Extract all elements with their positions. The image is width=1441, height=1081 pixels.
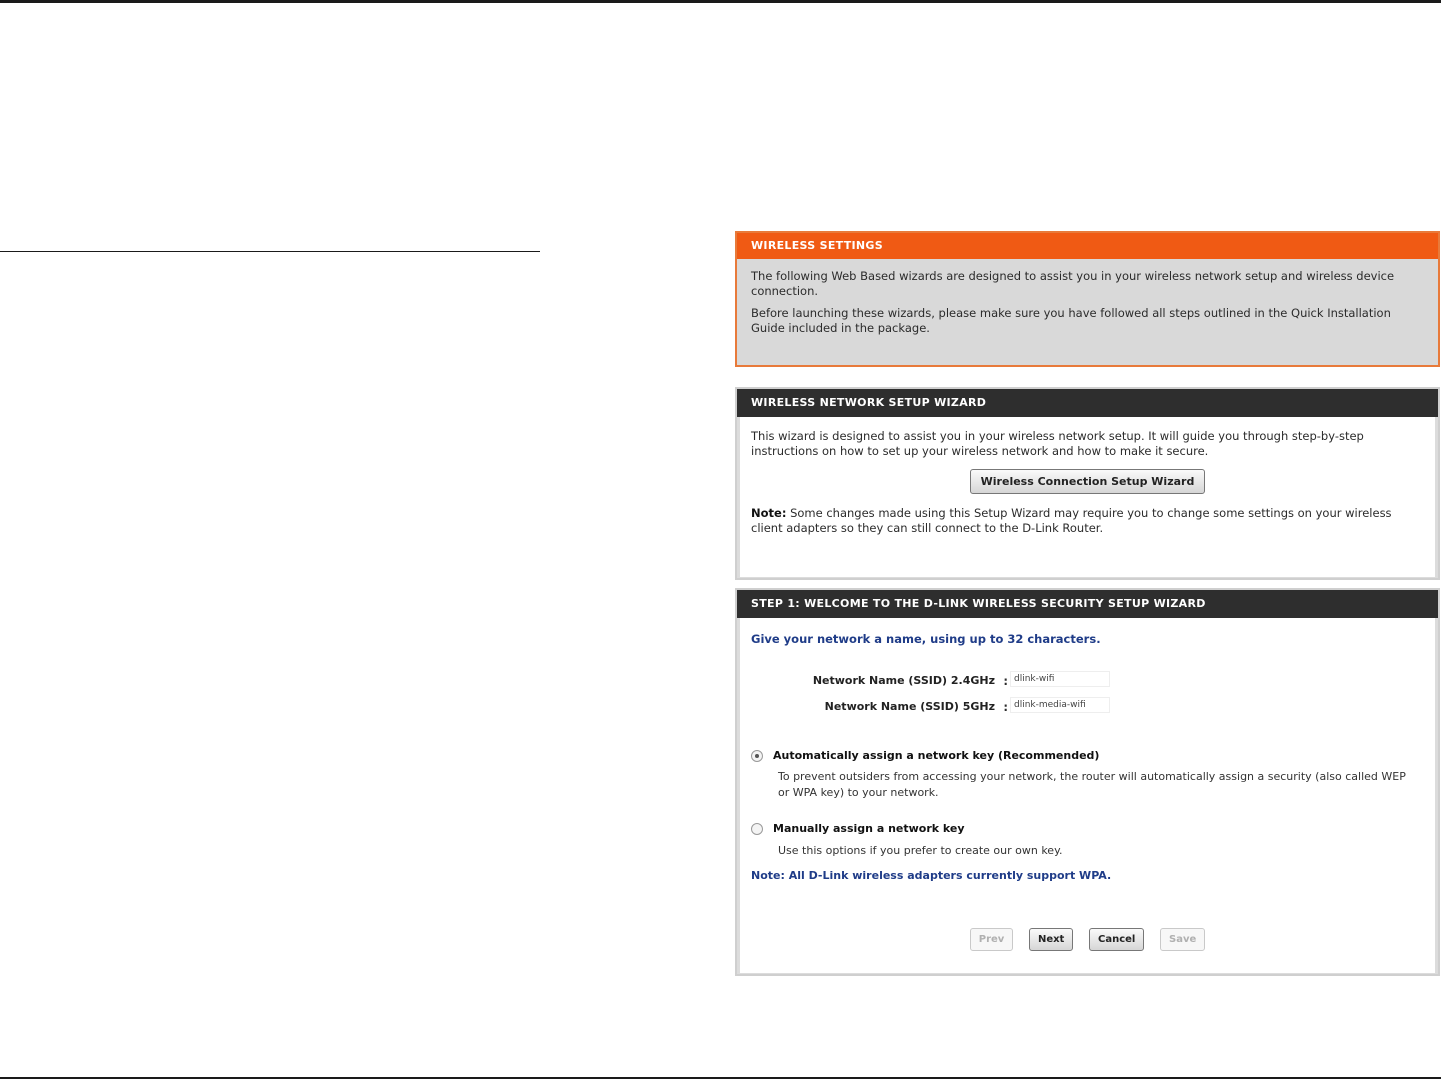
wireless-settings-para2: Before launching these wizards, please make sure you have followed all steps outlined in the Quick Installation Guide included in the package. <box>751 306 1391 335</box>
setup-wizard-panel <box>735 387 1440 580</box>
wpa-support-note: Note: All D-Link wireless adapters currently support WPA. <box>751 869 1112 882</box>
wireless-connection-setup-wizard-button[interactable]: Wireless Connection Setup Wizard <box>970 469 1206 494</box>
manual-key-radio[interactable] <box>751 823 763 835</box>
auto-key-title: Automatically assign a network key (Recommended) <box>773 749 1100 762</box>
wireless-settings-body <box>737 259 1438 353</box>
prev-button[interactable]: Prev <box>970 928 1014 951</box>
section-divider <box>0 251 540 252</box>
page-top-rule <box>0 0 1441 3</box>
ssid-5-colon: : <box>1003 700 1008 714</box>
auto-key-description: To prevent outsiders from accessing your network, the router will automatically assign a security (also called WEP or WPA key) to your network. <box>778 770 1406 799</box>
wireless-settings-para1: The following Web Based wizards are designed to assist you in your wireless network setup and wireless device connection. <box>751 269 1395 298</box>
manual-key-option[interactable] <box>751 821 965 836</box>
setup-wizard-description: This wizard is designed to assist you in your wireless network setup. It will guide you through step-by-step instructions on how to set up your wireless network and how to make it secure. <box>751 429 1364 458</box>
manual-key-title: Manually assign a network key <box>773 822 965 835</box>
ssid-24-colon: : <box>1003 674 1008 688</box>
save-button[interactable]: Save <box>1160 928 1205 951</box>
step1-panel <box>735 588 1440 976</box>
manual-key-description: Use this options if you prefer to create our own key. <box>778 844 1063 857</box>
setup-wizard-button-row <box>751 469 1424 494</box>
step1-body <box>740 618 1435 973</box>
wizard-nav-buttons <box>740 928 1435 951</box>
ssid-5-row <box>740 696 1110 718</box>
auto-key-option[interactable] <box>751 748 1099 763</box>
note-label: Note: <box>751 506 787 520</box>
ssid-24-label: Network Name (SSID) 2.4GHz <box>812 674 995 687</box>
wireless-settings-panel <box>735 231 1440 367</box>
auto-key-radio[interactable] <box>751 750 763 762</box>
setup-wizard-note <box>751 506 1424 536</box>
next-button[interactable]: Next <box>1029 928 1073 951</box>
ssid-5-label: Network Name (SSID) 5GHz <box>824 700 995 713</box>
ssid-24-row <box>740 670 1110 692</box>
setup-wizard-body <box>740 417 1435 577</box>
note-text: Some changes made using this Setup Wizard may require you to change some settings on your wireless client adapters so they can still connect to the D-Link Router. <box>751 506 1392 535</box>
setup-wizard-header: WIRELESS NETWORK SETUP WIZARD <box>737 389 1438 417</box>
step1-intro: Give your network a name, using up to 32 characters. <box>751 632 1101 646</box>
cancel-button[interactable]: Cancel <box>1089 928 1144 951</box>
ssid-5-input[interactable] <box>1010 697 1110 713</box>
ssid-24-input[interactable] <box>1010 671 1110 687</box>
page-bottom-rule <box>0 1077 1441 1079</box>
wireless-settings-header: WIRELESS SETTINGS <box>737 233 1438 259</box>
step1-header: STEP 1: WELCOME TO THE D-LINK WIRELESS SECURITY SETUP WIZARD <box>737 590 1438 618</box>
